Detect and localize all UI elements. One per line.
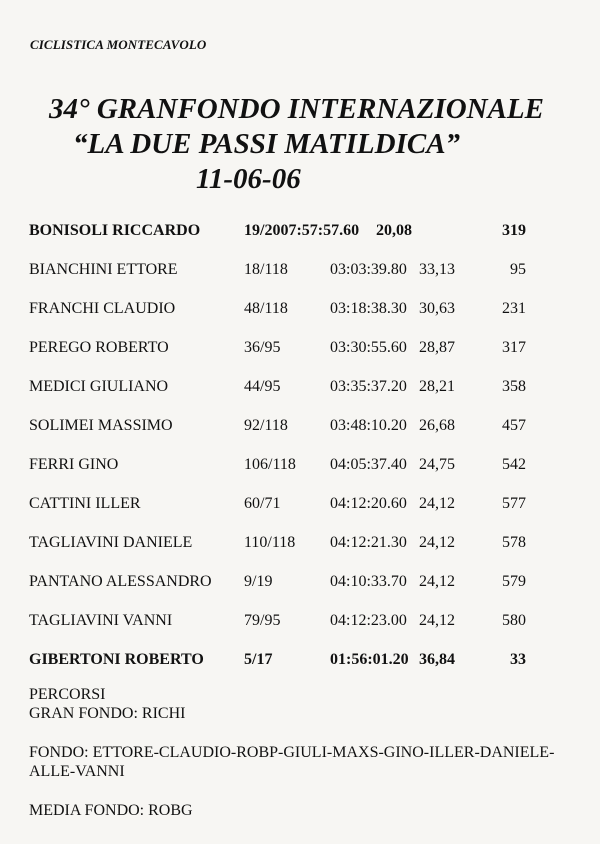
result-row [0,456,600,480]
routes-heading: PERCORSI [29,686,106,703]
result-row [0,573,600,597]
finish-time: 04:12:23.00 [330,612,407,629]
bib-number: 577 [502,495,526,512]
bib-number: 457 [502,417,526,434]
bib-number: 33 [510,651,526,668]
category-position: 18/118 [244,261,288,278]
average-speed: 20,08 [376,222,412,239]
category-position: 92/118 [244,417,288,434]
rider-name: BIANCHINI ETTORE [29,261,178,278]
media-fondo-line: MEDIA FONDO: ROBG [29,802,193,819]
finish-time: 03:48:10.20 [330,417,407,434]
finish-time: 04:05:37.40 [330,456,407,473]
result-row [0,378,600,402]
category-position: 48/118 [244,300,288,317]
bib-number: 317 [502,339,526,356]
bib-number: 95 [510,261,526,278]
category-position: 60/71 [244,495,281,512]
category-position: 79/95 [244,612,281,629]
finish-time: 03:35:37.20 [330,378,407,395]
average-speed: 26,68 [419,417,455,434]
bib-number: 580 [502,612,526,629]
rider-name: PANTANO ALESSANDRO [29,573,212,590]
category-position: 36/95 [244,339,281,356]
rider-name: FERRI GINO [29,456,119,473]
average-speed: 24,75 [419,456,455,473]
bib-number: 579 [502,573,526,590]
rider-name: PEREGO ROBERTO [29,339,169,356]
rider-name: CATTINI ILLER [29,495,141,512]
fondo-line: FONDO: ETTORE-CLAUDIO-ROBP-GIULI-MAXS-GINO-ILLER-DANIELE- [29,744,555,761]
average-speed: 36,84 [419,651,455,668]
finish-time: 04:12:20.60 [330,495,407,512]
average-speed: 24,12 [419,534,455,551]
bib-number: 231 [502,300,526,317]
average-speed: 24,12 [419,612,455,629]
finish-time: 01:56:01.20 [330,651,409,668]
result-row [0,534,600,558]
routes-section [29,685,589,820]
rider-name: GIBERTONI ROBERTO [29,651,204,668]
finish-time: 03:03:39.80 [330,261,407,278]
title-line-date: 11-06-06 [196,163,301,195]
bib-number: 578 [502,534,526,551]
average-speed: 24,12 [419,495,455,512]
result-row [0,261,600,285]
bib-number: 542 [502,456,526,473]
average-speed: 24,12 [419,573,455,590]
average-speed: 33,13 [419,261,455,278]
category-position: 110/118 [244,534,296,551]
result-row [0,612,600,636]
category-position: 44/95 [244,378,281,395]
bib-number: 358 [502,378,526,395]
average-speed: 28,21 [419,378,455,395]
average-speed: 28,87 [419,339,455,356]
category-position: 5/17 [244,651,273,668]
category-position: 106/118 [244,456,296,473]
result-row [0,222,600,246]
rider-name: TAGLIAVINI DANIELE [29,534,193,551]
category-position: 19/2007:57:57.60 [244,222,360,239]
fondo-line-continued: ALLE-VANNI [29,763,125,780]
result-row [0,417,600,441]
result-row [0,339,600,363]
rider-name: FRANCHI CLAUDIO [29,300,176,317]
finish-time: 04:12:21.30 [330,534,407,551]
rider-name: TAGLIAVINI VANNI [29,612,173,629]
finish-time: 03:30:55.60 [330,339,407,356]
finish-time: 03:18:38.30 [330,300,407,317]
bib-number: 319 [502,222,526,239]
title-line-name: “LA DUE PASSI MATILDICA” [73,128,461,160]
result-row [0,495,600,519]
rider-name: MEDICI GIULIANO [29,378,169,395]
rider-name: BONISOLI RICCARDO [29,222,201,239]
category-position: 9/19 [244,573,273,590]
result-row [0,300,600,324]
average-speed: 30,63 [419,300,455,317]
result-row [0,651,600,675]
club-name: CICLISTICA MONTECAVOLO [30,37,207,52]
gran-fondo-line: GRAN FONDO: RICHI [29,705,186,722]
title-line-event: 34° GRANFONDO INTERNAZIONALE [49,93,544,125]
rider-name: SOLIMEI MASSIMO [29,417,173,434]
finish-time: 04:10:33.70 [330,573,407,590]
